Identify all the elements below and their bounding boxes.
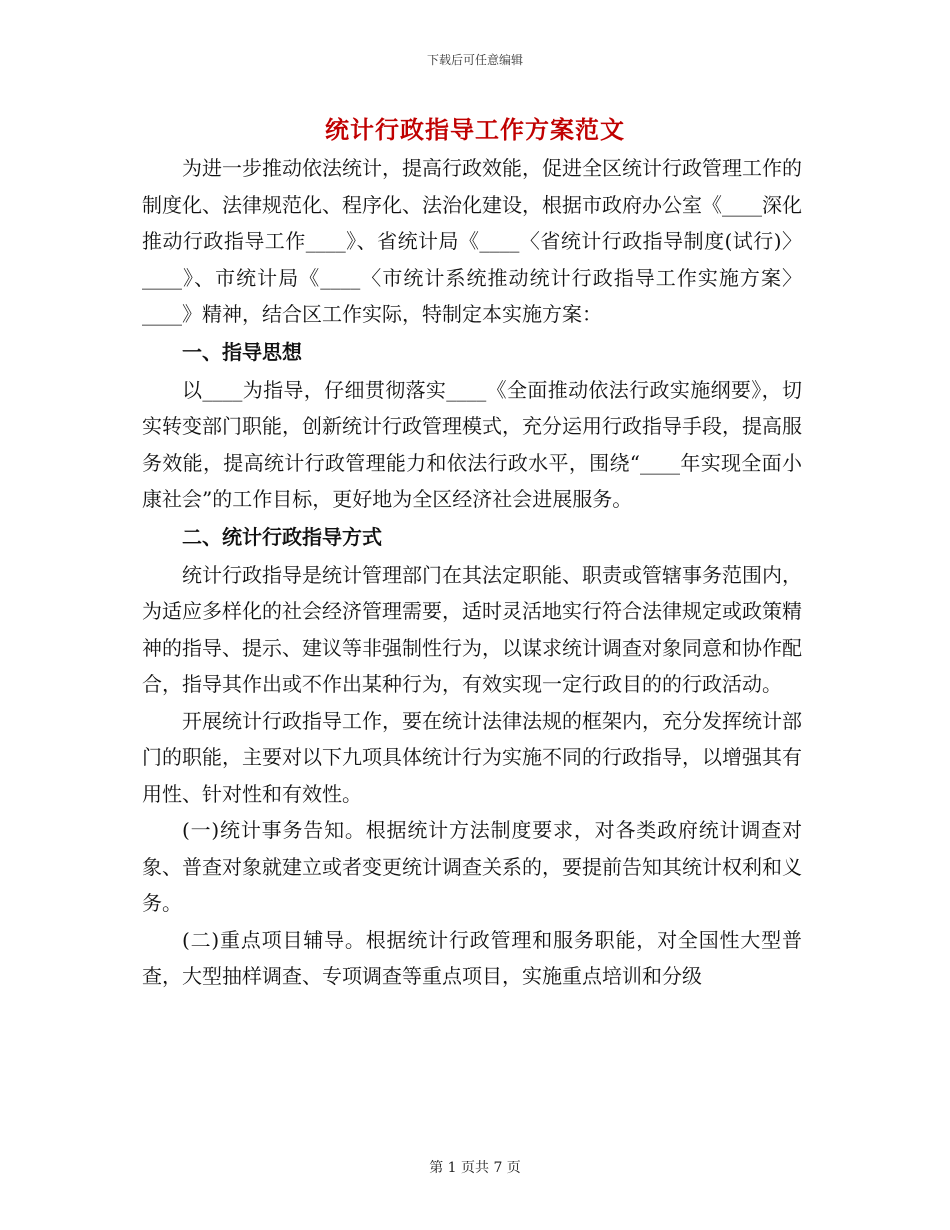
section-paragraph-guiding-thought: 以____为指导，仔细贯彻落实____《全面推动依法行政实施纲要》，切实转变部门职能，创新统计行政管理模式，充分运用行政指导手段，提高服务效能，提高统计行政管理能力和依法行政水平，围绕“____年实现全面小康社会”的工作目标，更好地为全区经济社会进展服务。 — [142, 377, 802, 511]
section-heading-guiding-thought: 一、指导思想 — [182, 339, 302, 364]
section-heading-guidance-methods: 二、统计行政指导方式 — [182, 524, 382, 549]
section-paragraph-item-1: (一)统计事务告知。根据统计方法制度要求，对各类政府统计调查对象、普查对象就建立或者变更统计调查关系的，要提前告知其统计权利和义务。 — [142, 818, 802, 915]
document-body — [142, 150, 802, 995]
section-paragraph-item-2: (二)重点项目辅导。根据统计行政管理和服务职能，对全国性大型普查，大型抽样调查、专项调查等重点项目，实施重点培训和分级 — [142, 927, 802, 988]
section-paragraph-development: 开展统计行政指导工作，要在统计法律法规的框架内，充分发挥统计部门的职能，主要对以下九项具体统计行为实施不同的行政指导，以增强其有用性、针对性和有效性。 — [142, 708, 802, 806]
page-indicator: 第 1 页共 7 页 — [429, 1160, 521, 1176]
document-title: 统计行政指导工作方案范文 — [325, 115, 625, 144]
header-note: 下载后可任意编辑 — [426, 53, 523, 67]
section-paragraph-definition: 统计行政指导是统计管理部门在其法定职能、职责或管辖事务范围内，为适应多样化的社会经济管理需要，适时灵活地实行符合法律规定或政策精神的指导、提示、建议等非强制性行为，以谋求统计调查对象同意和协作配合，指导其作出或不作出某种行为，有效实现一定行政目的的行政活动。 — [142, 562, 802, 696]
intro-paragraph: 为进一步推动依法统计，提高行政效能，促进全区统计行政管理工作的制度化、法律规范化、程序化、法治化建设，根据市政府办公室《____深化推动行政指导工作____》、省统计局《____〈省统计行政指导制度(试行)〉____》、市统计局《____〈市统计系统推动统计行政指导工作实施方案〉____》精神，结合区工作实际，特制定本实施方案： — [142, 156, 802, 326]
